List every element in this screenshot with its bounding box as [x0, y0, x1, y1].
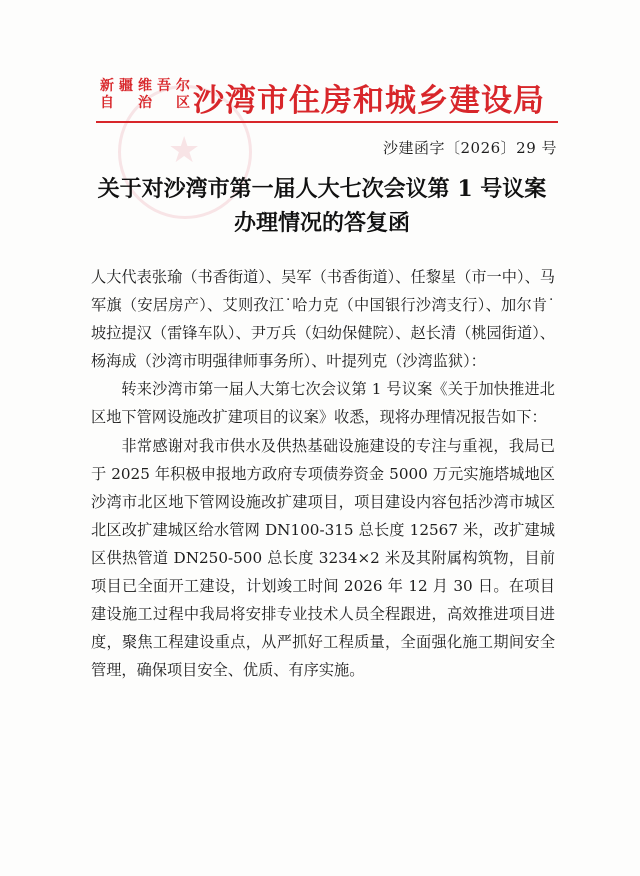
org-region-line1: 新疆维吾尔 — [100, 78, 190, 94]
letterhead-divider — [96, 121, 558, 123]
star-icon: ★ — [168, 130, 201, 171]
title-line2: 办理情况的答复函 — [233, 210, 410, 236]
body-paragraph-2: 非常感谢对我市供水及供热基础设施建设的专注与重视，我局已于 2025 年积极申报地方政府专项债券资金 5000 万元实施塔城地区沙湾市北区地下管网设施改扩建项目，项目建设内容包括沙湾市城区北区改扩建城区给水管网 DN100-315 总长度 12567 米，改扩建城区供热管道 DN250-500 总长度 3234×2 米及其附属构筑物，目前项目已全面开工建设，计划竣工时间 2026 年 12 月 30 日。在项目建设施工过程中我局将安排专业技术人员全程跟进，高效推进项目进度，聚焦工程建设重点，从严抓好工程质量，全面强化施工期间安全管理，确保项目安全、优质、有序实施。 — [91, 436, 555, 680]
recipients-paragraph: 人大代表张瑜（书香街道）、吴军（书香街道）、任黎星（市一中）、马军旗（安居房产）、艾则孜江˙哈力克（中国银行沙湾支行）、加尔肯˙坡拉提汉（雷锋车队）、尹万兵（妇幼保健院）、赵长清（桃园街道）、杨海成（沙湾市明强律师事务所）、叶提列克（沙湾监狱）： — [91, 268, 555, 371]
document-number: 沙建函字〔2026〕29 号 — [383, 139, 558, 157]
org-name: 沙湾市住房和城乡建设局 — [193, 83, 545, 119]
title-line1: 关于对沙湾市第一届人大七次会议第 1 号议案 — [97, 176, 547, 202]
body-paragraph-1: 转来沙湾市第一届人大第七次会议第 1 号议案《关于加快推进北区地下管网设施改扩建项目的议案》收悉，现将办理情况报告如下： — [91, 380, 555, 427]
org-region — [100, 78, 190, 112]
document-title — [72, 172, 572, 240]
letterhead — [100, 78, 560, 118]
document-body — [91, 263, 555, 684]
org-region-line2: 自 治 区 — [100, 95, 190, 111]
